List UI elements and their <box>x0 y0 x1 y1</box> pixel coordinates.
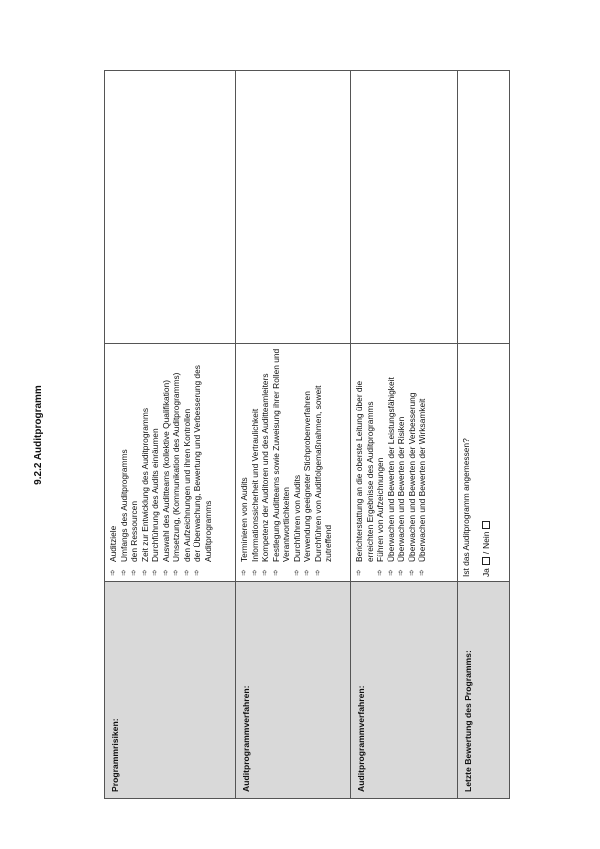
list-item-text: den Aufzeichnungen und ihren Kontrollen <box>181 408 192 562</box>
evaluation-question: Ist das Auditprogramm angemessen? <box>461 438 471 577</box>
list-item <box>119 348 130 577</box>
list-item <box>313 348 334 577</box>
list-item-text: Informationssicherheit und Vertraulichkeit <box>249 408 260 562</box>
list-item-text: Durchführen von Audits <box>291 474 302 562</box>
list-item-text: Auswahl des Auditteams (kollektive Qualifikation) <box>160 379 171 562</box>
row-content <box>105 344 236 582</box>
arrow-bullet-icon: ➾ <box>171 569 180 576</box>
notes-cell[interactable] <box>351 71 458 344</box>
list-item <box>271 348 292 577</box>
list-item-text: Berichterstattung an die oberste Leitung über die erreichten Ergebnisse des Auditprogramms <box>354 380 375 562</box>
table-row <box>105 71 236 799</box>
list-item-text: Zeit zur Entwicklung des Auditprogramms <box>139 407 150 562</box>
list-item <box>302 348 313 577</box>
list-item-text: Überwachen und Bewerten der Risiken <box>396 416 406 562</box>
list-item-text: Durchführen von Auditfolgemaßnahmen, soweit zutreffend <box>312 385 333 562</box>
list-item <box>250 348 261 577</box>
list-item <box>108 348 119 577</box>
arrow-bullet-icon: ➾ <box>192 569 201 576</box>
row-content <box>351 344 458 582</box>
arrow-bullet-icon: ➾ <box>396 569 405 576</box>
list-item-text: der Überwachung, Bewertung und Verbesserung des Auditprogramms <box>192 365 213 562</box>
arrow-bullet-icon: ➾ <box>385 569 395 576</box>
arrow-bullet-icon: ➾ <box>239 569 248 576</box>
list-item <box>161 348 172 577</box>
list-item <box>417 348 428 577</box>
list-item-text: Umsetzung, (Kommunikation des Auditprogramms) <box>171 372 181 562</box>
arrow-bullet-icon: ➾ <box>417 569 426 576</box>
evaluation-label: Letzte Bewertung des Programms: <box>458 582 510 799</box>
list-item-text: Durchführung des Audits einräumen <box>150 428 160 562</box>
section-title: 9.2.2 Auditprogramm <box>33 385 44 485</box>
arrow-bullet-icon: ➾ <box>150 569 159 576</box>
row-label: Auditprogrammverfahren: <box>351 582 458 799</box>
list-item <box>396 348 407 577</box>
list-item-text: Führen von Aufzeichnungen <box>375 457 385 562</box>
list-item-text: den Ressourcen <box>129 501 139 562</box>
list-item-text: Überwachen und Bewerten der Leistungsfähigkeit <box>385 377 396 562</box>
notes-cell[interactable] <box>105 71 236 344</box>
arrow-bullet-icon: ➾ <box>260 569 269 576</box>
arrow-bullet-icon: ➾ <box>108 569 117 576</box>
list-item-text: Verwendung geeigneter Stichprobenverfahren <box>302 391 312 562</box>
arrow-bullet-icon: ➾ <box>406 569 416 576</box>
list-item <box>260 348 271 577</box>
arrow-bullet-icon: ➾ <box>118 569 128 576</box>
list-item-text: Umfangs des Auditprogramms <box>118 449 129 562</box>
notes-cell[interactable] <box>458 71 510 344</box>
table-row <box>236 71 351 799</box>
list-item <box>129 348 140 577</box>
row-label: Auditprogrammverfahren: <box>236 582 351 799</box>
evaluation-answer <box>481 348 492 577</box>
arrow-bullet-icon: ➾ <box>129 569 138 576</box>
arrow-bullet-icon: ➾ <box>160 569 170 576</box>
notes-cell[interactable] <box>236 71 351 344</box>
list-item-text: Kompetenz der Auditoren und des Auditteamleiters <box>260 373 270 562</box>
arrow-bullet-icon: ➾ <box>302 569 311 576</box>
row-content <box>236 344 351 582</box>
arrow-bullet-icon: ➾ <box>354 569 363 576</box>
no-checkbox-icon[interactable] <box>482 521 490 529</box>
list-item <box>354 348 375 577</box>
list-item <box>292 348 303 577</box>
audit-program-table <box>104 70 510 799</box>
list-item <box>192 348 213 577</box>
evaluation-content <box>458 344 510 582</box>
item-list <box>354 348 428 577</box>
arrow-bullet-icon: ➾ <box>139 569 149 576</box>
list-item <box>140 348 151 577</box>
arrow-bullet-icon: ➾ <box>270 569 280 576</box>
table-row <box>458 71 510 799</box>
list-item <box>239 348 250 577</box>
arrow-bullet-icon: ➾ <box>312 569 322 576</box>
arrow-bullet-icon: ➾ <box>249 569 259 576</box>
row-label: Programmrisiken: <box>105 582 236 799</box>
arrow-bullet-icon: ➾ <box>291 569 301 576</box>
list-item-text: Überwachen und Bewerten der Verbesserung <box>406 392 417 562</box>
list-item <box>171 348 182 577</box>
table-row <box>351 71 458 799</box>
arrow-bullet-icon: ➾ <box>375 569 384 576</box>
yes-label: Ja <box>480 568 491 577</box>
list-item-text: Festlegung Auditteams sowie Zuweisung ihrer Rollen und Verantwortlichkeiten <box>270 348 291 562</box>
list-item <box>182 348 193 577</box>
list-item <box>150 348 161 577</box>
list-item-text: Überwachen und Bewerten der Wirksamkeit <box>417 398 427 562</box>
no-label: Nein <box>480 531 491 549</box>
rotated-sheet <box>33 71 509 799</box>
list-item-text: Auditziele <box>108 525 118 562</box>
list-item <box>386 348 397 577</box>
list-item-text: Terminieren von Audits <box>239 477 249 562</box>
item-list <box>108 348 213 577</box>
list-item <box>375 348 386 577</box>
list-item <box>407 348 418 577</box>
item-list <box>239 348 334 577</box>
yes-checkbox-icon[interactable] <box>482 557 490 565</box>
arrow-bullet-icon: ➾ <box>181 569 191 576</box>
answer-separator: / <box>480 551 491 555</box>
